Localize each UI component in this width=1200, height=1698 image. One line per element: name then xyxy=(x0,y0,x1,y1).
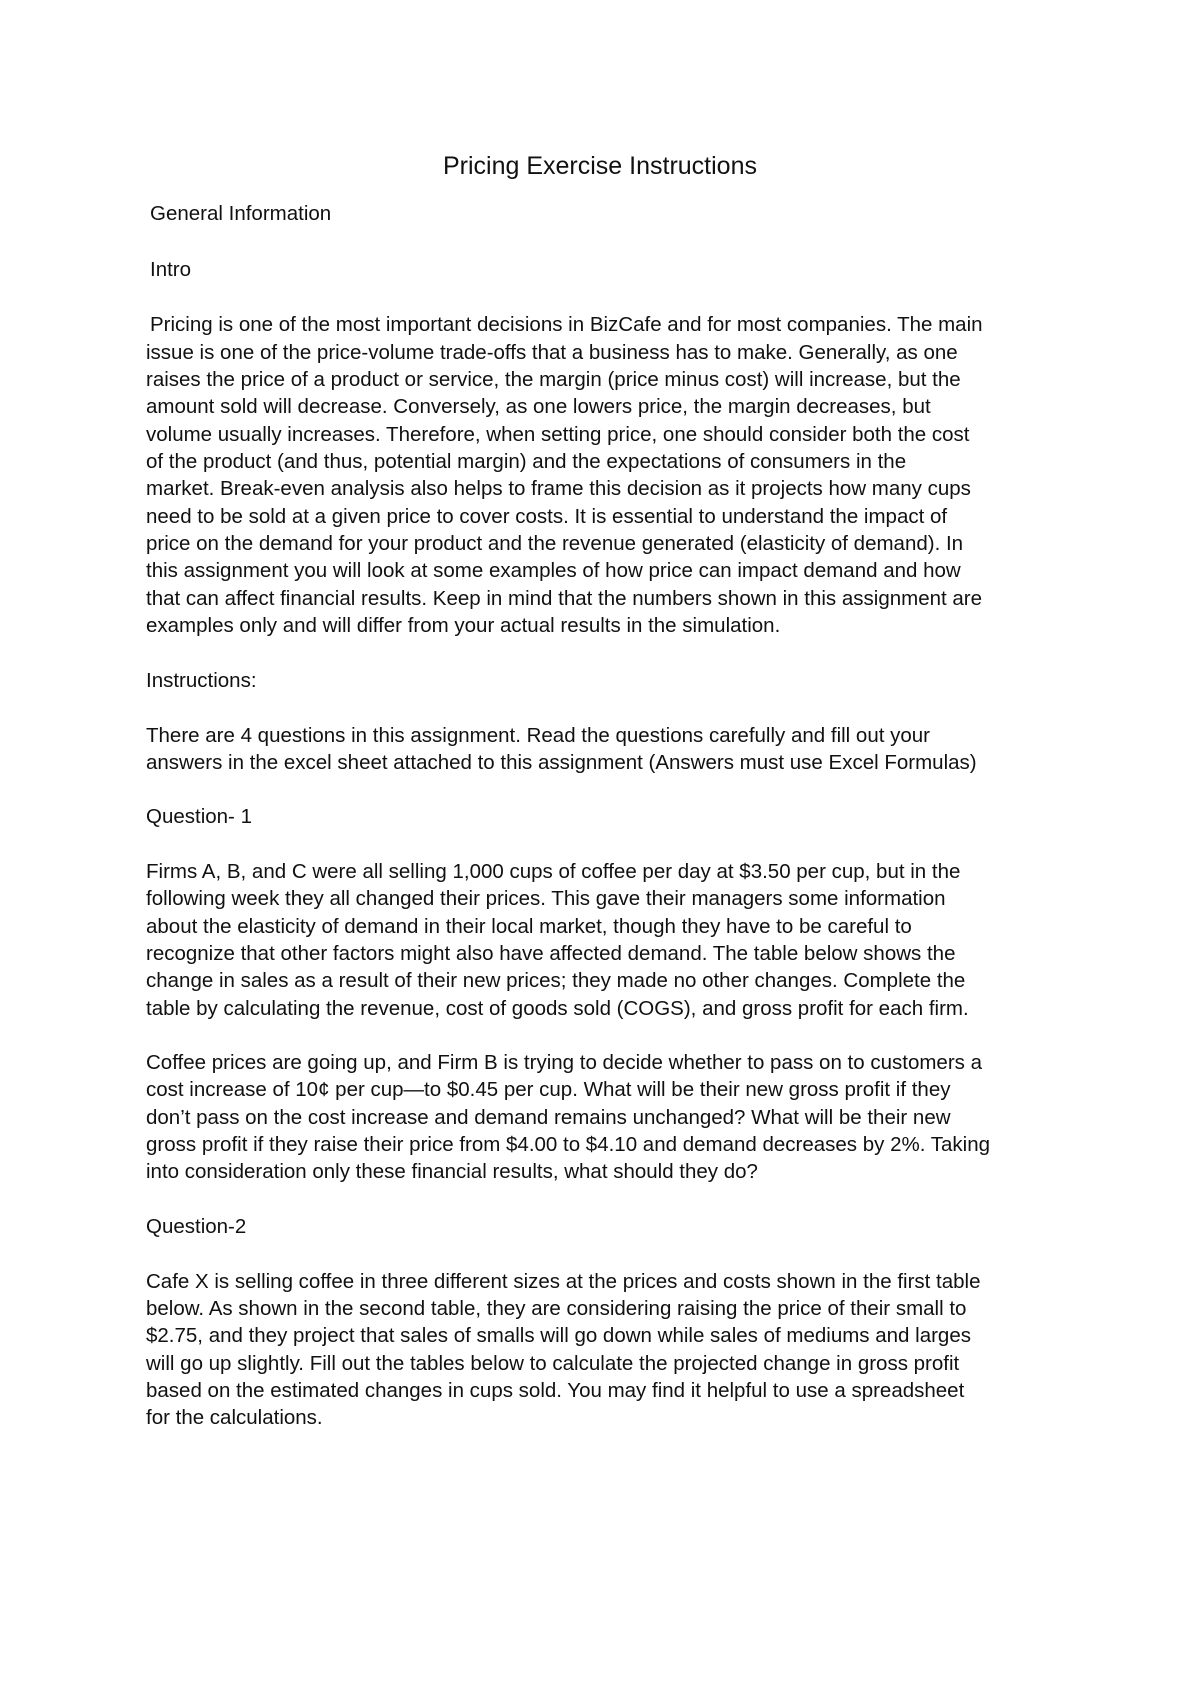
intro-paragraph-line: examples only and will differ from your actual results in the simulation. xyxy=(146,614,781,637)
intro-heading: Intro xyxy=(150,258,192,281)
question1-paragraph2-line: gross profit if they raise their price from $4.00 to $4.10 and demand decreases by 2%. Taking xyxy=(146,1133,991,1156)
general-information-heading: General Information xyxy=(150,202,332,225)
question1-paragraph1-line: table by calculating the revenue, cost of goods sold (COGS), and gross profit for each firm. xyxy=(146,997,969,1020)
intro-paragraph-line: Pricing is one of the most important decisions in BizCafe and for most companies. The main xyxy=(150,313,983,336)
question1-paragraph2-line: Coffee prices are going up, and Firm B is trying to decide whether to pass on to customers a xyxy=(146,1051,982,1074)
intro-paragraph-line: price on the demand for your product and the revenue generated (elasticity of demand). In xyxy=(146,532,964,555)
intro-paragraph-line: volume usually increases. Therefore, when setting price, one should consider both the cost xyxy=(146,423,970,446)
intro-paragraph-line: amount sold will decrease. Conversely, as one lowers price, the margin decreases, but xyxy=(146,395,931,418)
question2-paragraph-line: based on the estimated changes in cups sold. You may find it helpful to use a spreadsheet xyxy=(146,1379,965,1402)
question1-paragraph1-line: Firms A, B, and C were all selling 1,000 cups of coffee per day at $3.50 per cup, but in the xyxy=(146,860,961,883)
question1-paragraph1-line: following week they all changed their prices. This gave their managers some information xyxy=(146,887,946,910)
question1-paragraph1-line: about the elasticity of demand in their local market, though they have to be careful to xyxy=(146,915,912,938)
intro-paragraph-line: this assignment you will look at some examples of how price can impact demand and how xyxy=(146,559,961,582)
question1-paragraph2-line: don’t pass on the cost increase and demand remains unchanged? What will be their new xyxy=(146,1106,951,1129)
question2-paragraph-line: Cafe X is selling coffee in three different sizes at the prices and costs shown in the first table xyxy=(146,1270,981,1293)
intro-paragraph-line: market. Break-even analysis also helps to frame this decision as it projects how many cups xyxy=(146,477,971,500)
question2-paragraph-line: for the calculations. xyxy=(146,1406,323,1429)
intro-paragraph-line: of the product (and thus, potential margin) and the expectations of consumers in the xyxy=(146,450,907,473)
question2-paragraph-line: below. As shown in the second table, they are considering raising the price of their small to xyxy=(146,1297,967,1320)
instructions-paragraph-line: answers in the excel sheet attached to this assignment (Answers must use Excel Formulas) xyxy=(146,751,977,774)
document-title: Pricing Exercise Instructions xyxy=(442,152,757,180)
intro-paragraph-line: raises the price of a product or service, the margin (price minus cost) will increase, but the xyxy=(146,368,961,391)
question2-paragraph-line: will go up slightly. Fill out the tables below to calculate the projected change in gross profit xyxy=(146,1352,960,1375)
question1-paragraph2-line: into consideration only these financial results, what should they do? xyxy=(146,1160,758,1183)
question1-heading: Question- 1 xyxy=(146,805,252,828)
intro-paragraph-line: issue is one of the price-volume trade-offs that a business has to make. Generally, as one xyxy=(146,341,958,364)
instructions-paragraph-line: There are 4 questions in this assignment. Read the questions carefully and fill out your xyxy=(146,724,930,747)
question2-paragraph-line: $2.75, and they project that sales of smalls will go down while sales of mediums and larges xyxy=(146,1324,971,1347)
question1-paragraph1-line: change in sales as a result of their new prices; they made no other changes. Complete the xyxy=(146,969,966,992)
intro-paragraph-line: need to be sold at a given price to cover costs. It is essential to understand the impact of xyxy=(146,505,948,528)
question1-paragraph1-line: recognize that other factors might also have affected demand. The table below shows the xyxy=(146,942,956,965)
intro-paragraph-line: that can affect financial results. Keep in mind that the numbers shown in this assignment are xyxy=(146,587,983,610)
question1-paragraph2-line: cost increase of 10¢ per cup—to $0.45 per cup. What will be their new gross profit if they xyxy=(146,1078,951,1101)
question2-heading: Question-2 xyxy=(146,1215,247,1238)
instructions-heading: Instructions: xyxy=(146,669,257,692)
